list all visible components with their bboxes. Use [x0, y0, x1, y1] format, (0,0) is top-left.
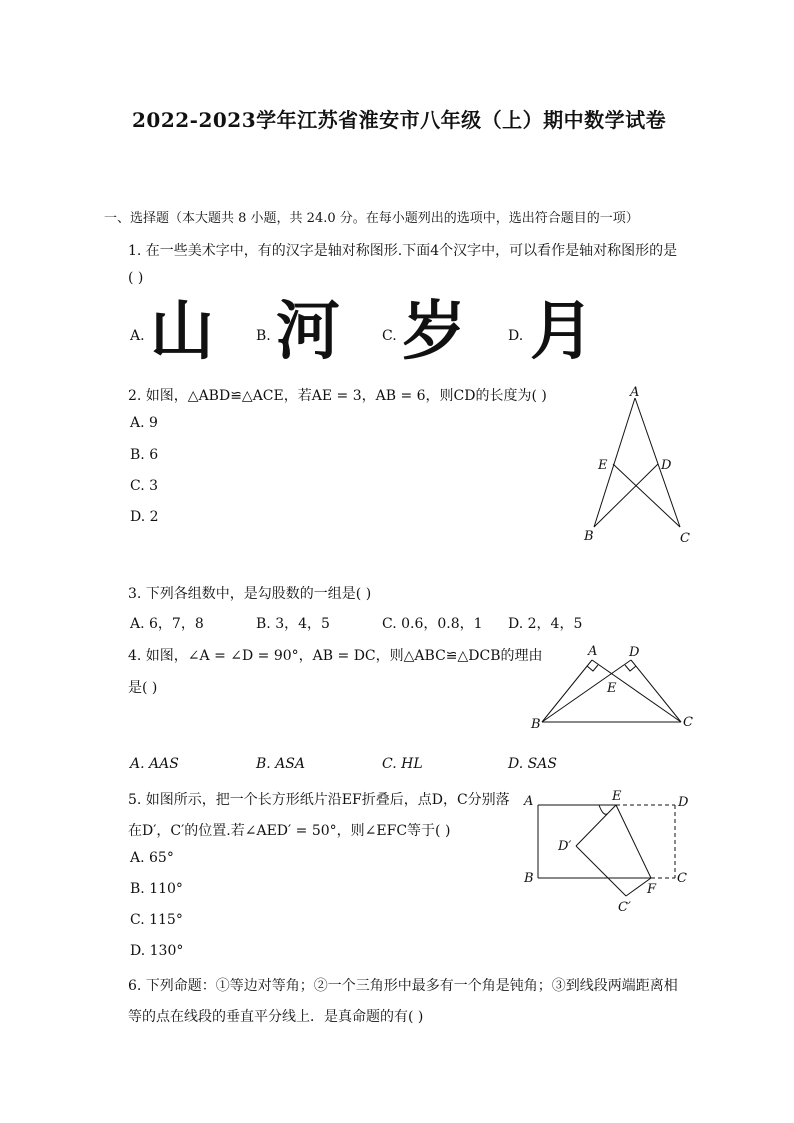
- q4-label-c: C: [683, 715, 693, 730]
- q2-label-e: E: [598, 458, 608, 473]
- q5-line-d1c1: [576, 846, 626, 896]
- section-heading: 一、选择题（本大题共 8 小题，共 24.0 分。在每小题列出的选项中，选出符合题目的一项）: [104, 211, 639, 226]
- q5-label-c: C: [677, 871, 687, 886]
- q2-label-b: B: [584, 529, 594, 544]
- q4-line-bd: [542, 660, 631, 722]
- q2-option-b: B. 6: [130, 447, 159, 463]
- q5-line-ef: [616, 805, 651, 878]
- q1-option-b-letter: B.: [256, 328, 271, 344]
- q3-option-b: B. 3，4，5: [256, 616, 330, 632]
- q4-option-b: B. ASA: [256, 756, 305, 772]
- q4-right-angle-d: [625, 665, 636, 671]
- q2-label-a: A: [630, 385, 640, 400]
- q3-option-c: C. 0.6，0.8，1: [382, 616, 483, 632]
- question-2-text: 2. 如图，△ABD≌△ACE，若AE = 3，AB = 6，则CD的长度为( ): [128, 388, 547, 404]
- q2-label-d: D: [661, 458, 672, 473]
- question-6-text-2: 等的点在线段的垂直平分线上．是真命题的有( ): [128, 1009, 424, 1025]
- q2-figure: [570, 382, 700, 552]
- q4-option-c: C. HL: [382, 756, 423, 772]
- q5-option-c: C. 115°: [130, 912, 183, 928]
- q4-option-d: D. SAS: [508, 756, 557, 772]
- q1-option-d-letter: D.: [508, 328, 524, 344]
- q5-label-e: E: [612, 789, 622, 804]
- q4-line-dc: [631, 660, 681, 722]
- q1-option-c-letter: C.: [382, 328, 397, 344]
- q5-option-d: D. 130°: [130, 943, 184, 959]
- question-1-text: 1. 在一些美术字中，有的汉字是轴对称图形.下面4个汉字中，可以看作是轴对称图形的是: [128, 243, 678, 259]
- question-5-text: 5. 如图所示，把一个长方形纸片沿EF折叠后，点D，C分别落: [128, 792, 510, 808]
- q4-label-d: D: [629, 645, 640, 660]
- q4-label-a: A: [588, 644, 598, 659]
- q4-right-angle-a: [587, 665, 598, 671]
- question-1-blank: ( ): [128, 270, 144, 286]
- q5-label-d1: D′: [558, 839, 572, 854]
- question-4-blank: 是( ): [128, 680, 158, 696]
- q4-label-b: B: [531, 717, 541, 732]
- q4-figure: [525, 640, 700, 732]
- q5-label-c1: C′: [618, 900, 631, 915]
- q5-label-b: B: [524, 871, 534, 886]
- q5-figure: [515, 788, 700, 916]
- page-title: 2022-2023学年江苏省淮安市八年级（上）期中数学试卷: [132, 108, 667, 132]
- q2-option-a: A. 9: [130, 415, 158, 431]
- q2-line-ac: [635, 398, 680, 527]
- q3-option-d: D. 2，4，5: [508, 616, 583, 632]
- q3-option-a: A. 6，7，8: [130, 616, 204, 632]
- q4-line-ac: [592, 660, 681, 722]
- question-5-text-2: 在D′，C′的位置.若∠AED′ = 50°，则∠EFC等于( ): [128, 823, 451, 839]
- q5-angle-mark: [599, 805, 607, 814]
- q5-line-ed1: [576, 805, 616, 846]
- question-6-text: 6. 下列命题：①等边对等角；②一个三角形中最多有一个角是钝角；③到线段两端距离相: [128, 978, 678, 994]
- q5-option-b: B. 110°: [130, 881, 183, 897]
- question-4-text: 4. 如图，∠A = ∠D = 90°，AB = DC，则△ABC≌△DCB的理由: [128, 648, 543, 664]
- q1-option-d-char: 月: [530, 295, 594, 369]
- q2-line-ce: [613, 464, 680, 527]
- q1-option-a-letter: A.: [130, 328, 145, 344]
- q4-label-e: E: [607, 681, 617, 696]
- q5-label-d: D: [678, 795, 689, 810]
- q2-label-c: C: [680, 531, 690, 546]
- q1-option-a-char: 山: [150, 295, 214, 369]
- q1-option-c-char: 岁: [402, 295, 466, 369]
- q5-label-f: F: [647, 882, 657, 897]
- q4-line-ba: [542, 660, 592, 722]
- q2-option-d: D. 2: [130, 509, 159, 525]
- q5-label-a: A: [524, 794, 534, 809]
- q4-option-a: A. AAS: [130, 756, 179, 772]
- q5-option-a: A. 65°: [130, 850, 174, 866]
- question-3-text: 3. 下列各组数中，是勾股数的一组是( ): [128, 586, 372, 602]
- q2-option-c: C. 3: [130, 478, 159, 494]
- q1-option-b-char: 河: [276, 295, 340, 369]
